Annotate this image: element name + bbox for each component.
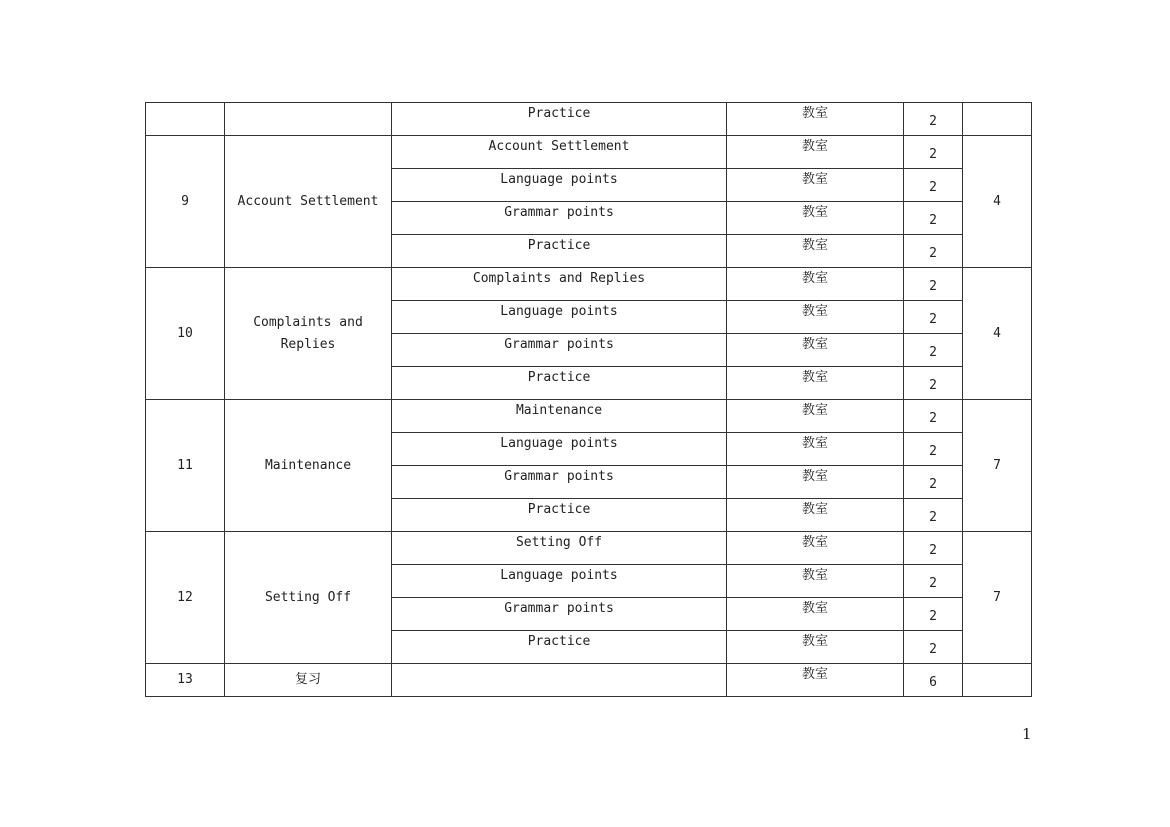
hours-cell-text: 2	[929, 213, 937, 228]
hours-cell-text: 2	[929, 477, 937, 492]
location-cell	[727, 433, 904, 466]
topic-cell-text: Maintenance	[264, 457, 352, 473]
total-hours-cell-text: 4	[993, 193, 1001, 209]
total-hours-cell-text: 4	[993, 325, 1001, 341]
location-cell-text: 教室	[801, 667, 828, 682]
location-cell	[727, 235, 904, 268]
content-cell	[392, 598, 727, 631]
location-cell	[727, 202, 904, 235]
week-number-cell	[146, 664, 225, 697]
location-cell-text: 教室	[801, 304, 828, 319]
location-cell	[727, 103, 904, 136]
content-cell	[392, 664, 727, 697]
hours-cell	[904, 169, 963, 202]
content-cell-text: Grammar points	[504, 337, 614, 352]
content-cell	[392, 565, 727, 598]
hours-cell	[904, 136, 963, 169]
total-hours-cell-text: 7	[993, 589, 1001, 605]
location-cell-text: 教室	[801, 436, 828, 451]
content-cell-text: Setting Off	[515, 535, 603, 550]
location-cell	[727, 169, 904, 202]
location-cell-text: 教室	[801, 139, 828, 154]
total-hours-cell-text: 7	[993, 457, 1001, 473]
location-cell-text: 教室	[801, 106, 828, 121]
hours-cell	[904, 664, 963, 697]
content-cell-text: Practice	[527, 370, 591, 385]
hours-cell-text: 2	[929, 345, 937, 360]
content-cell-text: Practice	[527, 106, 591, 121]
week-number-cell	[146, 268, 225, 400]
content-cell	[392, 631, 727, 664]
content-cell-text: Language points	[500, 568, 618, 583]
content-cell	[392, 334, 727, 367]
location-cell-text: 教室	[801, 271, 828, 286]
topic-cell	[225, 136, 392, 268]
content-cell-text: Account Settlement	[488, 139, 630, 154]
week-number-cell	[146, 532, 225, 664]
location-cell	[727, 400, 904, 433]
week-number-cell-text: 9	[181, 193, 189, 209]
table-row	[146, 103, 1032, 136]
total-hours-cell	[963, 268, 1032, 400]
total-hours-cell	[963, 136, 1032, 268]
table-row	[146, 268, 1032, 301]
table-row	[146, 664, 1032, 697]
content-cell	[392, 235, 727, 268]
content-cell-text: Language points	[500, 436, 618, 451]
location-cell	[727, 664, 904, 697]
hours-cell-text: 2	[929, 279, 937, 294]
content-cell-text: Language points	[500, 304, 618, 319]
location-cell	[727, 334, 904, 367]
week-number-cell-text: 10	[177, 325, 193, 341]
schedule-body	[146, 103, 1032, 697]
location-cell-text: 教室	[801, 337, 828, 352]
topic-cell-text: 复习	[294, 672, 321, 687]
location-cell	[727, 565, 904, 598]
hours-cell-text: 2	[929, 114, 937, 129]
hours-cell-text: 6	[929, 675, 937, 690]
week-number-cell-text: 11	[177, 457, 193, 473]
location-cell-text: 教室	[801, 370, 828, 385]
topic-cell-text: Setting Off	[264, 589, 352, 605]
content-cell	[392, 499, 727, 532]
table-row	[146, 400, 1032, 433]
topic-cell	[225, 103, 392, 136]
location-cell	[727, 532, 904, 565]
hours-cell	[904, 466, 963, 499]
hours-cell-text: 2	[929, 411, 937, 426]
content-cell	[392, 532, 727, 565]
location-cell	[727, 631, 904, 664]
topic-cell	[225, 532, 392, 664]
hours-cell	[904, 400, 963, 433]
location-cell-text: 教室	[801, 502, 828, 517]
hours-cell-text: 2	[929, 576, 937, 591]
location-cell-text: 教室	[801, 238, 828, 253]
hours-cell	[904, 532, 963, 565]
hours-cell-text: 2	[929, 147, 937, 162]
location-cell	[727, 301, 904, 334]
hours-cell-text: 2	[929, 312, 937, 327]
location-cell-text: 教室	[801, 535, 828, 550]
location-cell	[727, 499, 904, 532]
location-cell-text: 教室	[801, 568, 828, 583]
content-cell	[392, 301, 727, 334]
content-cell-text: Grammar points	[504, 601, 614, 616]
content-cell	[392, 136, 727, 169]
hours-cell-text: 2	[929, 510, 937, 525]
content-cell	[392, 169, 727, 202]
week-number-cell	[146, 136, 225, 268]
hours-cell	[904, 202, 963, 235]
total-hours-cell	[963, 400, 1032, 532]
week-number-cell-text: 12	[177, 589, 193, 605]
content-cell	[392, 466, 727, 499]
location-cell-text: 教室	[801, 205, 828, 220]
location-cell	[727, 268, 904, 301]
hours-cell	[904, 565, 963, 598]
topic-cell-text: Account Settlement	[237, 193, 379, 209]
content-cell	[392, 400, 727, 433]
location-cell-text: 教室	[801, 172, 828, 187]
hours-cell	[904, 631, 963, 664]
content-cell	[392, 367, 727, 400]
hours-cell	[904, 433, 963, 466]
location-cell-text: 教室	[801, 601, 828, 616]
content-cell-text: Language points	[500, 172, 618, 187]
location-cell	[727, 466, 904, 499]
hours-cell	[904, 235, 963, 268]
week-number-cell	[146, 103, 225, 136]
topic-cell	[225, 400, 392, 532]
content-cell	[392, 202, 727, 235]
week-number-cell	[146, 400, 225, 532]
hours-cell-text: 2	[929, 180, 937, 195]
content-cell-text: Grammar points	[504, 469, 614, 484]
location-cell-text: 教室	[801, 634, 828, 649]
hours-cell-text: 2	[929, 642, 937, 657]
hours-cell	[904, 367, 963, 400]
location-cell	[727, 598, 904, 631]
hours-cell	[904, 268, 963, 301]
content-cell-text: Practice	[527, 238, 591, 253]
total-hours-cell	[963, 103, 1032, 136]
hours-cell-text: 2	[929, 543, 937, 558]
content-cell-text: Practice	[527, 502, 591, 517]
total-hours-cell	[963, 664, 1032, 697]
total-hours-cell	[963, 532, 1032, 664]
hours-cell-text: 2	[929, 444, 937, 459]
location-cell	[727, 367, 904, 400]
content-cell-text: Maintenance	[515, 403, 603, 418]
content-cell	[392, 268, 727, 301]
table-row	[146, 136, 1032, 169]
content-cell-text: Grammar points	[504, 205, 614, 220]
hours-cell	[904, 598, 963, 631]
page-number: 1	[1022, 725, 1032, 743]
hours-cell	[904, 499, 963, 532]
content-cell-text: Practice	[527, 634, 591, 649]
hours-cell-text: 2	[929, 246, 937, 261]
location-cell	[727, 136, 904, 169]
topic-cell	[225, 268, 392, 400]
hours-cell	[904, 301, 963, 334]
content-cell	[392, 433, 727, 466]
table-row	[146, 532, 1032, 565]
content-cell	[392, 103, 727, 136]
hours-cell	[904, 334, 963, 367]
content-cell-text: Complaints and Replies	[472, 271, 646, 286]
location-cell-text: 教室	[801, 469, 828, 484]
topic-cell-text: Complaints and Replies	[253, 314, 363, 352]
schedule-table	[145, 102, 1032, 697]
week-number-cell-text: 13	[177, 672, 193, 687]
hours-cell-text: 2	[929, 609, 937, 624]
hours-cell-text: 2	[929, 378, 937, 393]
topic-cell	[225, 664, 392, 697]
hours-cell	[904, 103, 963, 136]
location-cell-text: 教室	[801, 403, 828, 418]
